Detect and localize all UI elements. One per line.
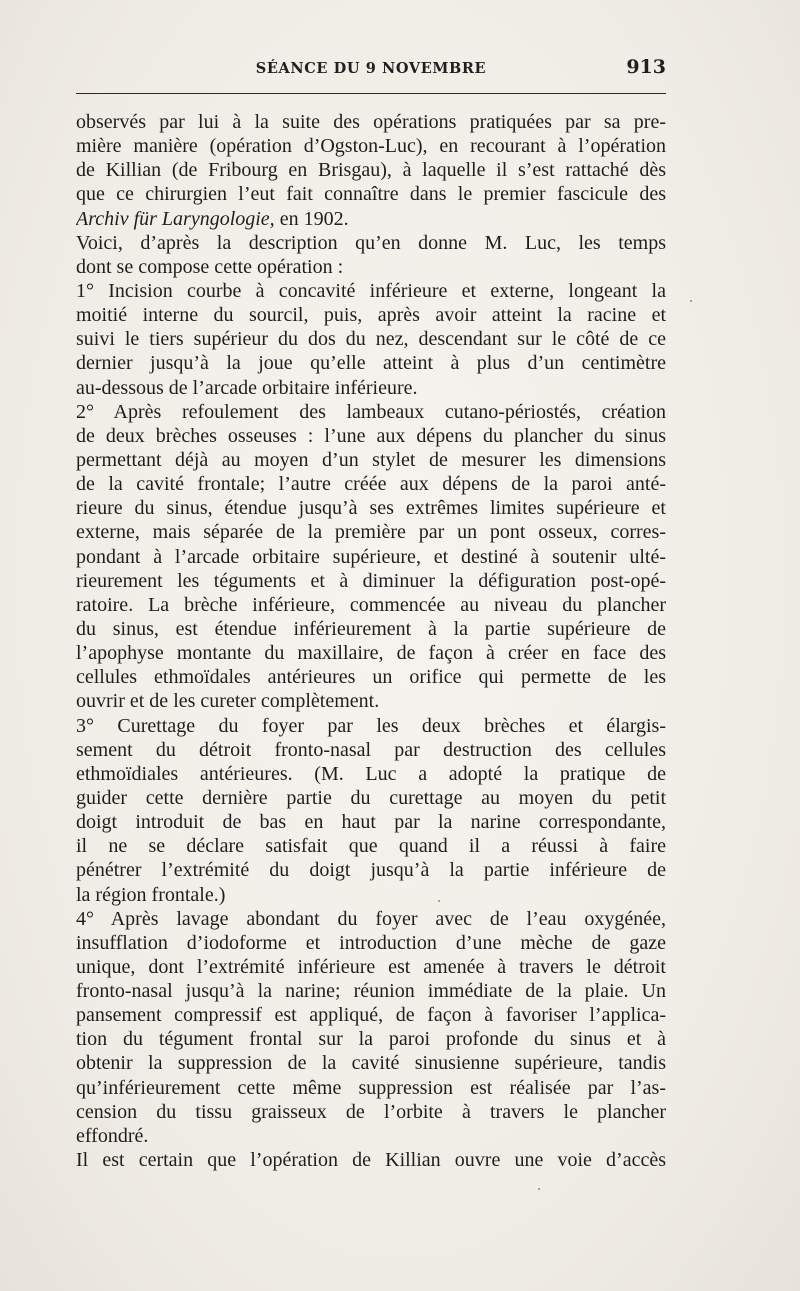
text-line: Voici, d’après la description qu’en donne M. Luc, les temps: [76, 231, 666, 254]
text-line: unique, dont l’extrémité inférieure est amenée à travers le détroit: [76, 955, 666, 978]
text-line: dont se compose cette opération :: [76, 255, 344, 278]
text-line: obtenir la suppression de la cavité sinusienne supérieure, tandis: [76, 1052, 666, 1075]
text-line: rieure du sinus, étendue jusqu’à ses extrêmes limites supérieure et: [76, 497, 666, 520]
paper-speck: [690, 300, 692, 302]
text-line: dernier jusqu’à la joue qu’elle atteint à plus d’un centimètre: [76, 352, 666, 375]
text-line: de deux brèches osseuses : l’une aux dépens du plancher du sinus: [76, 424, 666, 447]
text-line: 2° Après refoulement des lambeaux cutano-périostés, création: [76, 400, 666, 423]
text-line: observés par lui à la suite des opérations pratiquées par sa pre-: [76, 111, 666, 133]
text-line: mière manière (opération d’Ogston-Luc), en recourant à l’opération: [76, 135, 666, 158]
text-line: permettant déjà au moyen d’un stylet de mesurer les dimensions: [76, 448, 666, 471]
text-line: ouvrir et de les cureter complètement.: [76, 690, 380, 713]
text-line: cension du tissu graisseux de l’orbite à travers le plancher: [76, 1100, 666, 1123]
text-line: la région frontale.): [76, 883, 226, 906]
text-line: l’apophyse montante du maxillaire, de façon à créer en face des: [76, 642, 666, 665]
text-line: tion du tégument frontal sur la paroi profonde du sinus et à: [76, 1028, 666, 1051]
text-line: ratoire. La brèche inférieure, commencée au niveau du plancher: [76, 593, 666, 616]
text-line: cellules ethmoïdales antérieures un orifice qui permette de les: [76, 666, 666, 689]
text-line: au-dessous de l’arcade orbitaire inférieure.: [76, 376, 418, 399]
text-line: doigt introduit de bas en haut par la narine correspondante,: [76, 811, 666, 834]
text-line: pondant à l’arcade orbitaire supérieure, et destiné à soutenir ulté-: [76, 545, 666, 568]
text-line: suivi le tiers supérieur du dos du nez, descendant sur le côté de ce: [76, 328, 666, 351]
text-line: il ne se déclare satisfait que quand il a réussi à faire: [76, 835, 666, 858]
text-line: Il est certain que l’opération de Killian ouvre une voie d’accès: [76, 1149, 666, 1172]
header-rule: [76, 93, 666, 94]
text-line-end: en 1902.: [279, 207, 349, 230]
body-text: [76, 110, 666, 1172]
text-line: insufflation d’iodoforme et introduction d’une mèche de gaze: [76, 931, 666, 954]
text-line: externe, mais séparée de la première par un pont osseux, corres-: [76, 521, 666, 544]
text-line: guider cette dernière partie du curettage au moyen du petit: [76, 786, 666, 809]
text-line: 1° Incision courbe à concavité inférieure et externe, longeant la: [76, 279, 666, 302]
text-line: 3° Curettage du foyer par les deux brèches et élargis-: [76, 714, 666, 737]
text-line: du sinus, est étendue inférieurement à la partie supérieure de: [76, 617, 666, 640]
journal-title: Archiv für Laryngologie,: [76, 207, 275, 230]
text-line: rieurement les téguments et à diminuer la défiguration post-opé-: [76, 569, 666, 592]
text-line: que ce chirurgien l’eut fait connaître dans le premier fascicule des: [76, 183, 666, 206]
text-line: sement du détroit fronto-nasal par destruction des cellules: [76, 738, 666, 761]
paper-speck: [438, 900, 440, 902]
page-number: 913: [626, 56, 666, 78]
page-header: [76, 56, 666, 84]
text-line: fronto-nasal jusqu’à la narine; réunion immédiate de la plaie. Un: [76, 980, 666, 1003]
text-line: pansement compressif est appliqué, de façon à favoriser l’applica-: [76, 1004, 666, 1027]
text-line: de la cavité frontale; l’autre créée aux dépens de la paroi anté-: [76, 473, 666, 496]
text-line: qu’inférieurement cette même suppression est réalisée par l’as-: [76, 1076, 666, 1099]
text-line: moitié interne du sourcil, puis, après avoir atteint la racine et: [76, 304, 666, 327]
text-line: [76, 207, 666, 231]
text-line: 4° Après lavage abondant du foyer avec de l’eau oxygénée,: [76, 907, 666, 930]
text-line: effondré.: [76, 1124, 149, 1147]
text-line: ethmoïdiales antérieures. (M. Luc a adopté la pratique de: [76, 762, 666, 785]
running-title: SÉANCE DU 9 NOVEMBRE: [255, 60, 487, 77]
paper-speck: [538, 1188, 540, 1190]
text-line: pénétrer l’extrémité du doigt jusqu’à la partie inférieure de: [76, 859, 666, 882]
text-line: de Killian (de Fribourg en Brisgau), à laquelle il s’est rattaché dès: [76, 159, 666, 182]
